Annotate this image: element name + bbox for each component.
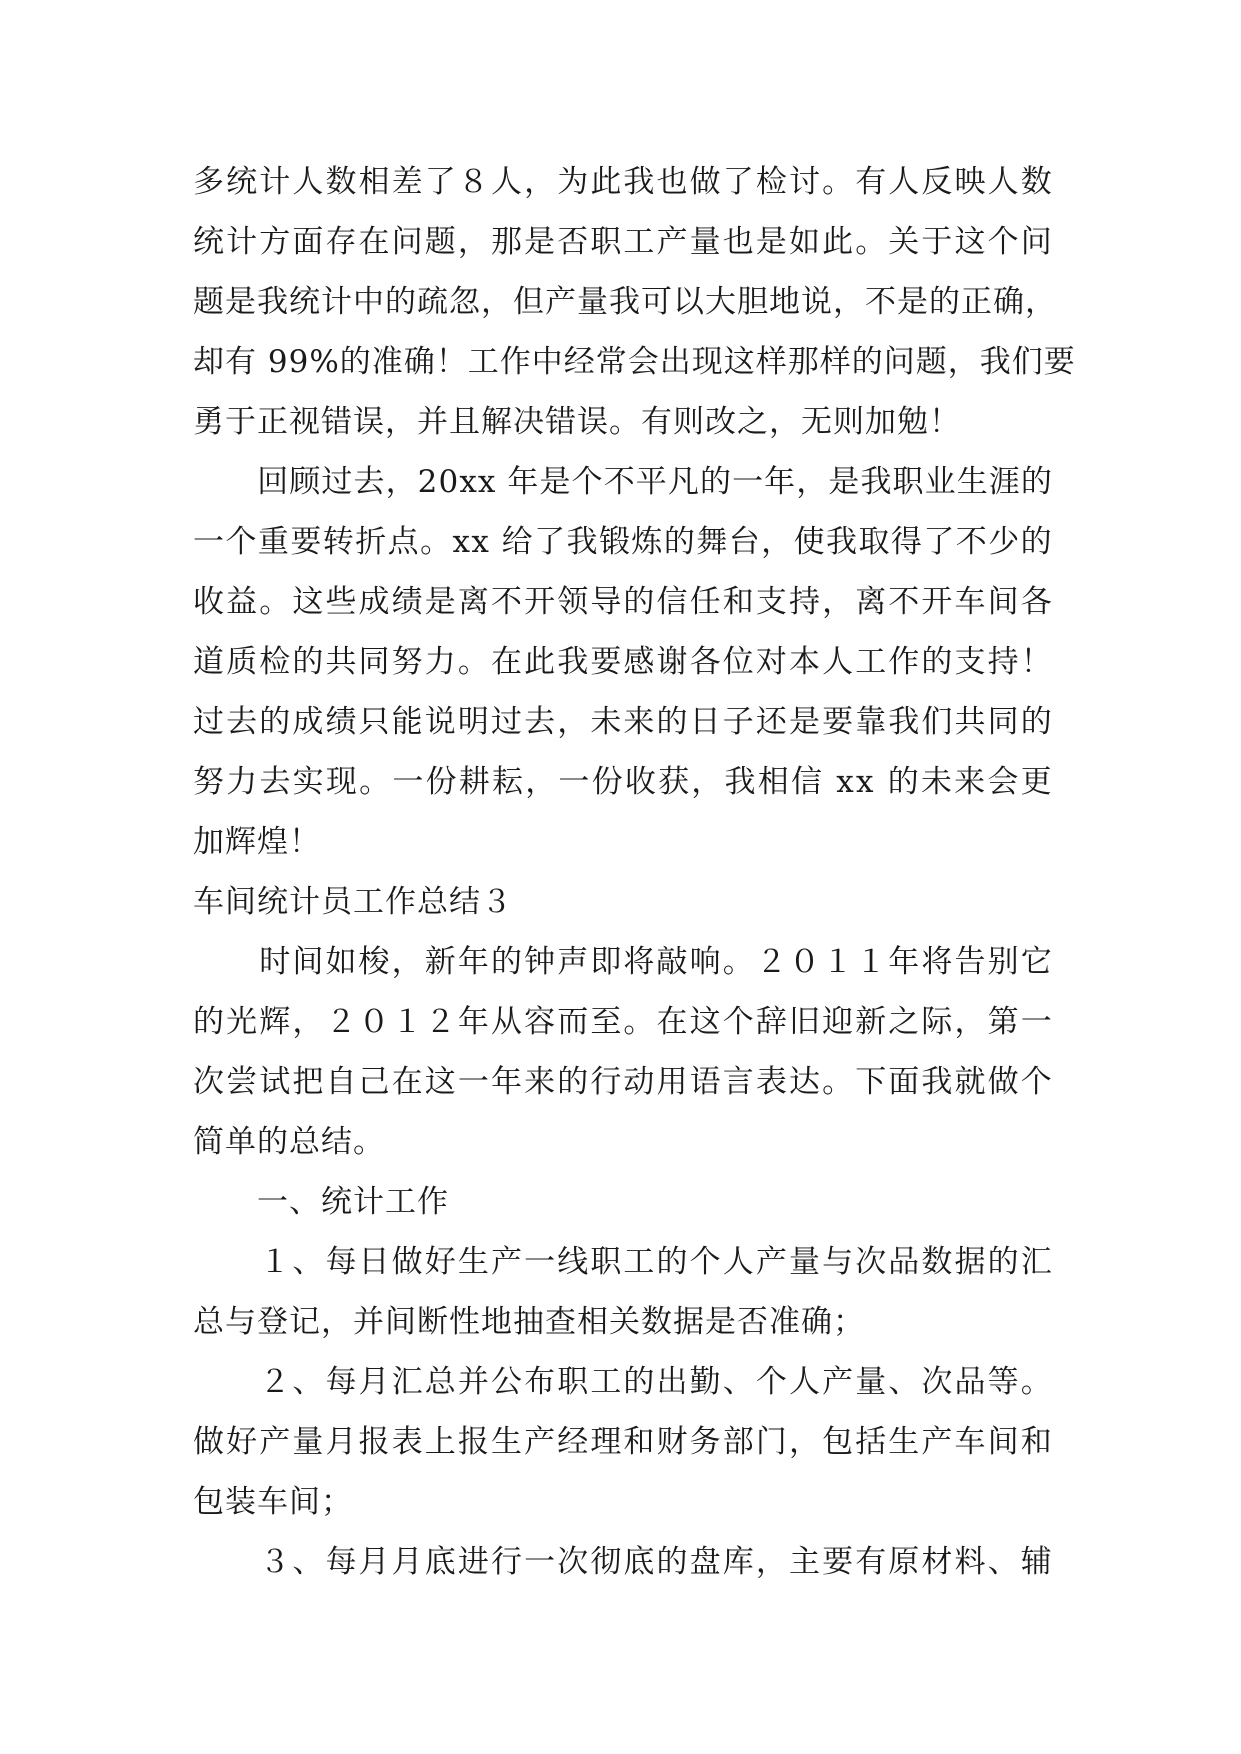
- text-line: 道 质 检 的 共 同 努 力 。 在 此 我 要 感 谢 各 位 对 本 人 工 作 的 支 持 ！: [193, 644, 1053, 680]
- text-line: 简单的总结。: [193, 1124, 385, 1160]
- text-line: 却 有 9 9 % 的 准 确 ！ 工 作 中 经 常 会 出 现 这 样 那 样 的 问 题 ， 我 们 要: [193, 344, 1076, 380]
- text-line: 包装车间；: [193, 1484, 353, 1520]
- section-heading: 车间统计员工作总结３: [193, 884, 513, 920]
- text-line: 努 力 去 实 现 。 一 份 耕 耘 ， 一 份 收 获 ， 我 相 信 x x 的 未 来 会 更: [193, 764, 1053, 800]
- text-line: 一 个 重 要 转 折 点 。 x x 给 了 我 锻 炼 的 舞 台 ， 使 我 取 得 了 不 少 的: [193, 524, 1053, 560]
- text-line: 多 统 计 人 数 相 差 了 ８ 人 ， 为 此 我 也 做 了 检 讨 。 有 人 反 映 人 数: [193, 164, 1053, 200]
- text-line: 收 益 。 这 些 成 绩 是 离 不 开 领 导 的 信 任 和 支 持 ， 离 不 开 车 间 各: [193, 584, 1053, 620]
- text-line: 做 好 产 量 月 报 表 上 报 生 产 经 理 和 财 务 部 门 ， 包 括 生 产 车 间 和: [193, 1424, 1053, 1460]
- text-line: 加辉煌！: [193, 824, 321, 860]
- text-line: 统 计 方 面 存 在 问 题 ， 那 是 否 职 工 产 量 也 是 如 此 。 关 于 这 个 问: [193, 224, 1053, 260]
- list-heading: 一、统计工作: [193, 1184, 449, 1220]
- text-line: 回 顾 过 去 ， 2 0 x x 年 是 个 不 平 凡 的 一 年 ， 是 我 职 业 生 涯 的: [257, 464, 1053, 500]
- list-item: ２ 、 每 月 汇 总 并 公 布 职 工 的 出 勤 、 个 人 产 量 、 次 品 等 。: [259, 1364, 1053, 1400]
- text-line: 总与登记，并间断性地抽查相关数据是否准确；: [193, 1304, 865, 1340]
- text-line: 过 去 的 成 绩 只 能 说 明 过 去 ， 未 来 的 日 子 还 是 要 靠 我 们 共 同 的: [193, 704, 1053, 740]
- text-line: 勇于正视错误，并且解决错误。有则改之，无则加勉！: [193, 404, 961, 440]
- text-line: 题 是 我 统 计 中 的 疏 忽 ， 但 产 量 我 可 以 大 胆 地 说 ， 不 是 的 正 确 ，: [193, 284, 1057, 320]
- text-line: 次 尝 试 把 自 己 在 这 一 年 来 的 行 动 用 语 言 表 达 。 下 面 我 就 做 个: [193, 1064, 1053, 1100]
- list-item: ３ 、 每 月 月 底 进 行 一 次 彻 底 的 盘 库 ， 主 要 有 原 材 料 、 辅: [259, 1544, 1053, 1580]
- text-line: 的 光 辉 ， ２ ０ １ ２ 年 从 容 而 至 。 在 这 个 辞 旧 迎 新 之 际 ， 第 一: [193, 1004, 1053, 1040]
- list-item: １ 、 每 日 做 好 生 产 一 线 职 工 的 个 人 产 量 与 次 品 数 据 的 汇: [259, 1244, 1053, 1280]
- text-line: 时 间 如 梭 ， 新 年 的 钟 声 即 将 敲 响 。 ２ ０ １ １ 年 将 告 别 它: [259, 944, 1053, 980]
